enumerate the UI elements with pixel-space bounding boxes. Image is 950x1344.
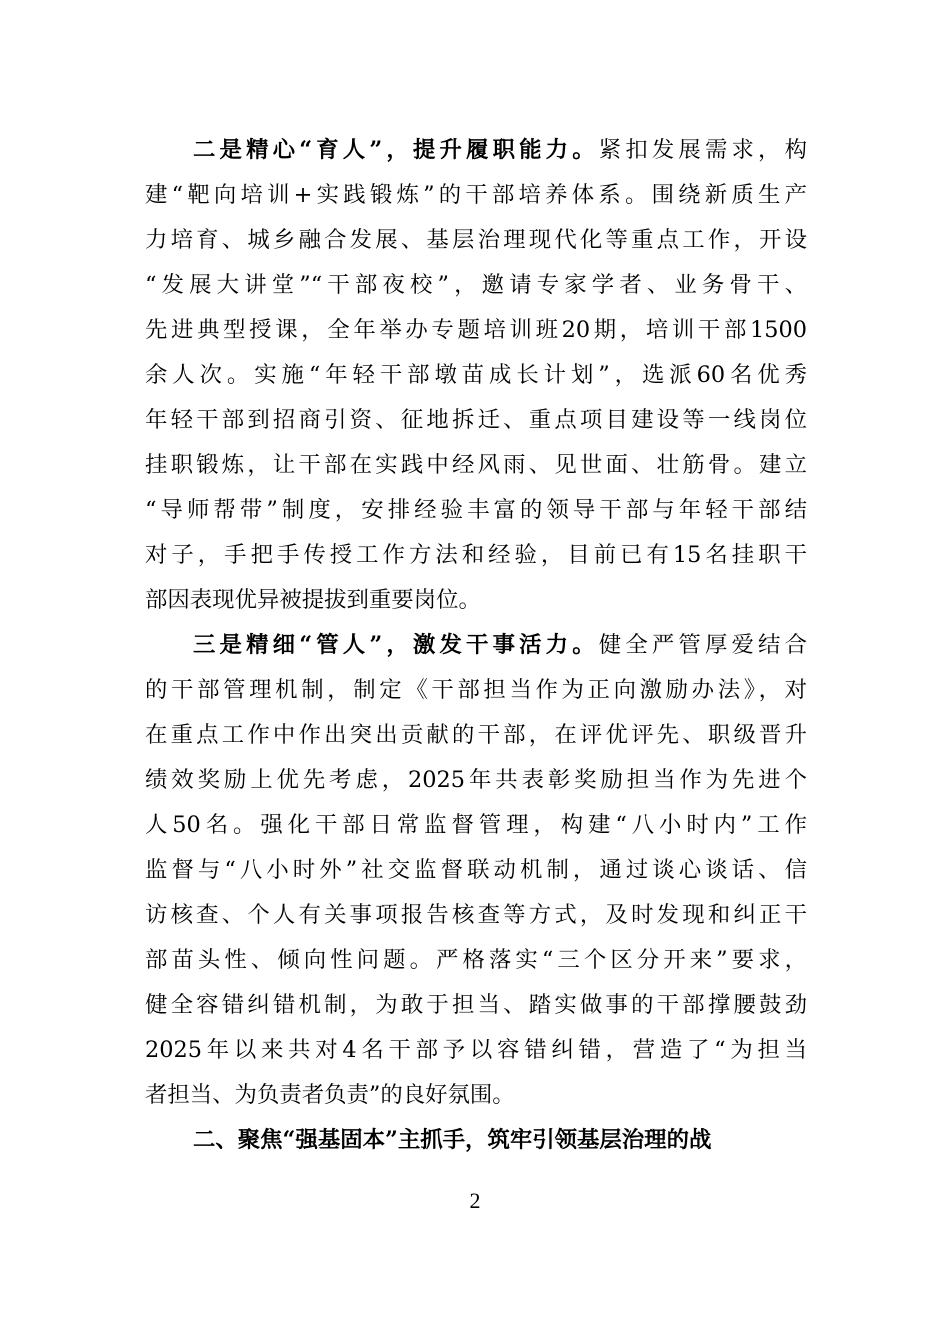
page-number: 2 [469, 1188, 481, 1213]
line-text: 2025年以来共对4名干部予以容错纠错，营造了“为担当 [145, 1037, 807, 1063]
bold-lead: 三是精细“管人”，激发干事活力。 [193, 632, 599, 658]
line-text: 年轻干部到招商引资、征地拆迁、重点项目建设等一线岗位 [145, 407, 807, 433]
line-text: 建“靶向培训+实践锻炼”的干部培养体系。围绕新质生产 [145, 182, 807, 208]
text-line [145, 128, 807, 173]
line-text: 者担当、为负责者负责”的良好氛围。 [145, 1082, 515, 1108]
text-line [145, 533, 807, 578]
line-text: 在重点工作中作出突出贡献的干部，在评优评先、职级晋升 [145, 722, 807, 748]
bold-lead: 二、聚焦“强基固本”主抓手，筑牢引领基层治理的战 [193, 1127, 712, 1153]
line-text: 的干部管理机制，制定《干部担当作为正向激励办法》，对 [145, 677, 807, 703]
line-text: 挂职锻炼，让干部在实践中经风雨、见世面、壮筋骨。建立 [145, 452, 807, 478]
line-text: 对子，手把手传授工作方法和经验，目前已有15名挂职干 [145, 542, 807, 568]
text-line [145, 578, 807, 623]
line-text: 人50名。强化干部日常监督管理，构建“八小时内”工作 [145, 812, 807, 838]
text-line [145, 1118, 807, 1163]
text-line [145, 308, 807, 353]
paragraph-manage [145, 623, 807, 1118]
line-text: “导师帮带”制度，安排经验丰富的领导干部与年轻干部结 [145, 497, 807, 523]
text-line [145, 803, 807, 848]
text-line [145, 1028, 807, 1073]
text-line [145, 173, 807, 218]
text-line [145, 218, 807, 263]
body-text [145, 128, 807, 1163]
paragraph-cultivate [145, 128, 807, 623]
line-text: 绩效奖励上优先考虑，2025年共表彰奖励担当作为先进个 [145, 767, 807, 793]
text-line [145, 263, 807, 308]
section-heading-2 [145, 1118, 807, 1163]
line-text: 先进典型授课，全年举办专题培训班20期，培训干部1500 [145, 317, 807, 343]
text-line [145, 848, 807, 893]
bold-lead: 二是精心“育人”，提升履职能力。 [193, 137, 599, 163]
text-line [145, 713, 807, 758]
text-line [145, 668, 807, 713]
text-line [145, 938, 807, 983]
line-text: 紧扣发展需求，构 [598, 137, 807, 163]
line-text: 部苗头性、倾向性问题。严格落实“三个区分开来”要求， [145, 947, 807, 973]
text-line [145, 623, 807, 668]
line-text: 访核查、个人有关事项报告核查等方式，及时发现和纠正干 [145, 902, 807, 928]
line-text: 力培育、城乡融合发展、基层治理现代化等重点工作，开设 [145, 227, 807, 253]
text-line [145, 983, 807, 1028]
line-text: “发展大讲堂”“干部夜校”，邀请专家学者、业务骨干、 [145, 272, 807, 298]
line-text: 部因表现优异被提拔到重要岗位。 [145, 587, 481, 613]
text-line [145, 1073, 807, 1118]
text-line [145, 353, 807, 398]
text-line [145, 398, 807, 443]
text-line [145, 893, 807, 938]
line-text: 余人次。实施“年轻干部墩苗成长计划”，选派60名优秀 [145, 362, 807, 388]
line-text: 健全严管厚爱结合 [598, 632, 807, 658]
line-text: 健全容错纠错机制，为敢于担当、踏实做事的干部撑腰鼓劲 [145, 992, 807, 1018]
text-line [145, 443, 807, 488]
text-line [145, 758, 807, 803]
text-line [145, 488, 807, 533]
line-text: 监督与“八小时外”社交监督联动机制，通过谈心谈话、信 [145, 857, 807, 883]
